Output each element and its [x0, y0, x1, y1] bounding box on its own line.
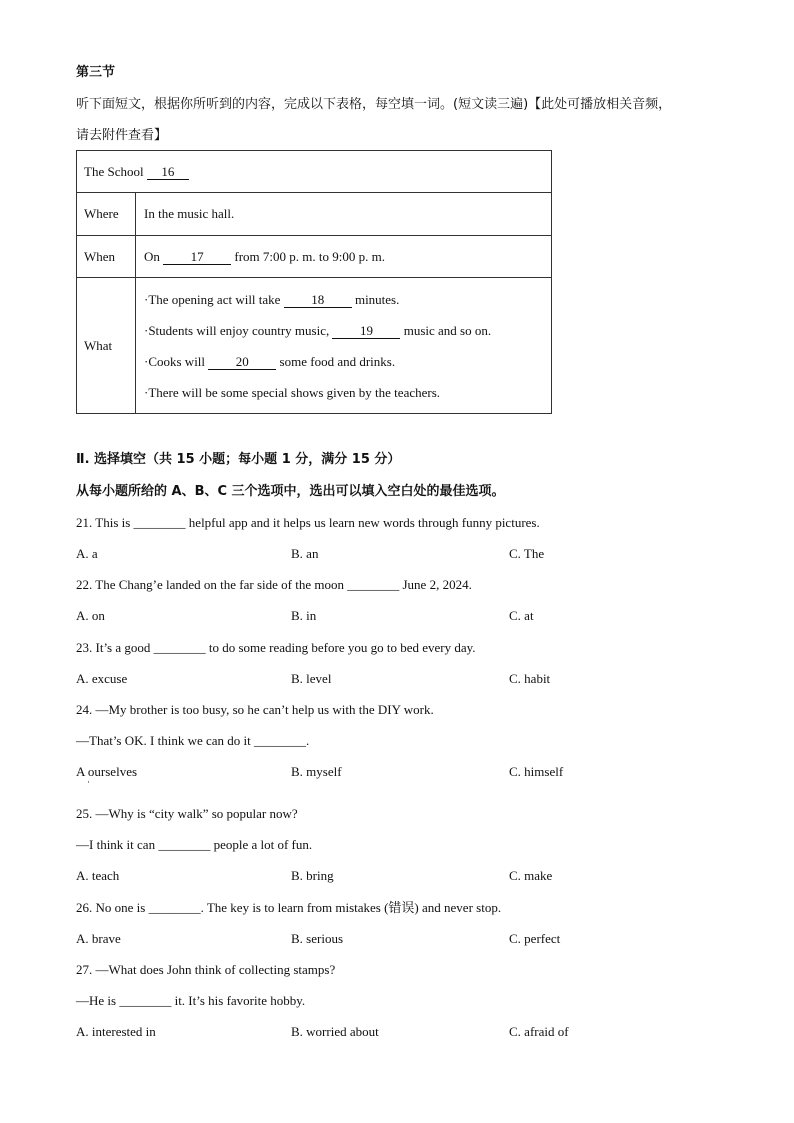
what-item-text: ·The opening act will take	[144, 291, 281, 307]
what-item	[144, 284, 543, 315]
option-c[interactable]: C. make	[509, 868, 553, 883]
section-title: 第三节	[76, 65, 116, 80]
option-a[interactable]: A. teach	[76, 868, 120, 883]
option-c[interactable]: C. perfect	[509, 931, 561, 946]
what-label: What	[77, 278, 136, 414]
instructions-line-2: 请去附件查看】	[76, 128, 168, 143]
option-a[interactable]: A. on	[76, 608, 105, 623]
option-b[interactable]: B. an	[291, 546, 319, 561]
blank-19: 19	[332, 324, 400, 339]
where-label: Where	[77, 193, 136, 236]
table-title: The School	[84, 163, 144, 179]
blank-20: 20	[208, 355, 276, 370]
where-value: In the music hall.	[136, 193, 552, 236]
question-24: 24. —My brother is too busy, so he can’t help us with the DIY work.	[76, 702, 434, 717]
question-21: 21. This is ________ helpful app and it helps us learn new words through funny pictures.	[76, 515, 540, 530]
option-c[interactable]: C. afraid of	[509, 1024, 569, 1039]
part2-heading: Ⅱ. 选择填空（共 15 小题；每小题 1 分，满分 15 分）	[76, 452, 401, 467]
option-b[interactable]: B. level	[291, 671, 332, 686]
what-item	[144, 377, 543, 408]
option-c[interactable]: C. at	[509, 608, 534, 623]
what-item-suffix: music and so on.	[403, 322, 492, 338]
when-suffix: from 7:00 p. m. to 9:00 p. m.	[234, 248, 385, 264]
question-26: 26. No one is ________. The key is to learn from mistakes (错误) and never stop.	[76, 900, 502, 915]
what-item-suffix: minutes.	[354, 291, 400, 307]
question-25-reply: —I think it can ________ people a lot of fun.	[76, 837, 313, 852]
question-23: 23. It’s a good ________ to do some reading before you go to bed every day.	[76, 640, 476, 655]
option-c[interactable]: C. habit	[509, 671, 551, 686]
option-b[interactable]: B. bring	[291, 868, 334, 883]
what-item-text: ·Students will enjoy country music,	[144, 322, 330, 338]
when-prefix: On	[144, 248, 160, 264]
stray-dot: ·	[87, 777, 90, 787]
when-label: When	[77, 236, 136, 278]
option-b[interactable]: B. worried about	[291, 1024, 379, 1039]
question-27: 27. —What does John think of collecting stamps?	[76, 962, 336, 977]
blank-16: 16	[147, 165, 189, 180]
listening-table	[76, 150, 552, 414]
what-value	[136, 278, 552, 414]
when-value	[136, 236, 552, 278]
option-c[interactable]: C. The	[509, 546, 545, 561]
question-22: 22. The Chang’e landed on the far side of the moon ________ June 2, 2024.	[76, 577, 472, 592]
option-b[interactable]: B. myself	[291, 764, 342, 779]
question-24-reply: —That’s OK. I think we can do it ________.	[76, 733, 310, 748]
blank-18: 18	[284, 293, 352, 308]
question-27-reply: —He is ________ it. It’s his favorite hobby.	[76, 993, 306, 1008]
option-a[interactable]: A. brave	[76, 931, 121, 946]
what-item-text: ·Cooks will	[144, 353, 206, 369]
what-item-suffix: some food and drinks.	[279, 353, 396, 369]
what-item-text: ·There will be some special shows given by the teachers.	[144, 384, 441, 400]
option-a[interactable]: A. excuse	[76, 671, 128, 686]
blank-17: 17	[163, 250, 231, 265]
part2-instruction: 从每小题所给的 A、B、C 三个选项中，选出可以填入空白处的最佳选项。	[76, 484, 505, 499]
instructions-line-1: 听下面短文，根据你所听到的内容，完成以下表格，每空填一词。(短文读三遍)【此处可播放相关音频，	[76, 97, 672, 112]
what-item	[144, 346, 543, 377]
question-25: 25. —Why is “city walk” so popular now?	[76, 806, 298, 821]
option-b[interactable]: B. serious	[291, 931, 343, 946]
option-c[interactable]: C. himself	[509, 764, 564, 779]
table-title-cell	[77, 151, 552, 193]
option-b[interactable]: B. in	[291, 608, 317, 623]
option-a[interactable]: A. a	[76, 546, 98, 561]
option-a[interactable]: A. interested in	[76, 1024, 156, 1039]
option-a[interactable]: A ourselves	[76, 764, 138, 779]
what-item	[144, 315, 543, 346]
